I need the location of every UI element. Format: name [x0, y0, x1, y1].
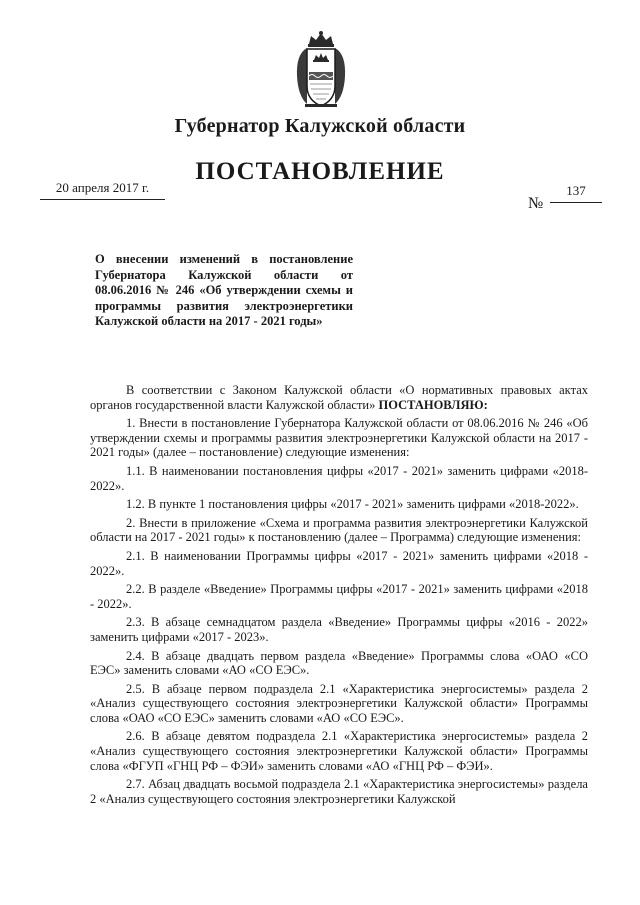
- document-subject: О внесении изменений в постановление Губернатора Калужской области от 08.06.2016 № 246 «Об утверждении схемы и программы развития электроэнергетики Калужской области на 2017 - 2021 годы»: [95, 252, 353, 328]
- body-paragraph: 2. Внести в приложение «Схема и программа развития электроэнергетики Калужской области на 2017 - 2021 годы» к постановлению (далее – Программа) следующие изменения:: [90, 515, 588, 545]
- body-paragraph: 2.3. В абзаце семнадцатом раздела «Введение» Программы цифры «2016 - 2022» заменить цифрами «2017 - 2023».: [90, 615, 588, 644]
- document-type-heading: ПОСТАНОВЛЕНИЕ: [195, 158, 445, 185]
- body-paragraph: 2.5. В абзаце первом подраздела 2.1 «Характеристика энергосистемы» раздела 2 «Анализ существующего состояния электроэнергетики Калужской области» Программы слова «ОАО «СО ЕЭС» заменить словами «АО «СО ЕЭС».: [90, 681, 588, 725]
- number-sign: №: [528, 195, 544, 212]
- body-paragraph: 1.2. В пункте 1 постановления цифры «2017 - 2021» заменить цифрами «2018-2022».: [126, 497, 579, 512]
- document-body: [90, 383, 588, 810]
- body-paragraph: 1. Внести в постановление Губернатора Калужской области от 08.06.2016 № 246 «Об утверждении схемы и программы развития электроэнергетики Калужской области на 2017 - 2021 годы» (далее – постановление) следующие изменения:: [90, 416, 588, 460]
- document-date: 20 апреля 2017 г.: [40, 180, 165, 200]
- preamble-text: В соответствии с Законом Калужской области «О нормативных правовых актах органов государственной власти Калужской области»: [90, 383, 588, 412]
- kaluga-coat-of-arms-icon: [293, 30, 349, 110]
- body-paragraph: 2.6. В абзаце девятом подраздела 2.1 «Характеристика энергосистемы» раздела 2 «Анализ существующего состояния электроэнергетики Калужской области» Программы слова «ФГУП «ГНЦ РФ – ФЭИ» заменить словами «АО «ГНЦ РФ – ФЭИ».: [90, 729, 588, 773]
- decree-word: ПОСТАНОВЛЯЮ:: [378, 397, 488, 412]
- document-number: 137: [550, 183, 602, 203]
- preamble-paragraph: [90, 383, 588, 412]
- body-paragraph: 2.2. В разделе «Введение» Программы цифры «2017 - 2021» заменить цифрами «2018 - 2022».: [90, 582, 588, 611]
- issuer-title: Губернатор Калужской области: [174, 115, 466, 137]
- body-paragraph: 2.1. В наименовании Программы цифры «2017 - 2021» заменить цифрами «2018 - 2022».: [90, 548, 588, 578]
- body-paragraph: 1.1. В наименовании постановления цифры «2017 - 2021» заменить цифрами «2018-2022».: [90, 463, 588, 493]
- body-paragraph: 2.7. Абзац двадцать восьмой подраздела 2.1 «Характеристика энергосистемы» раздела 2 «Анализ существующего состояния электроэнергетики Калужской: [90, 777, 588, 806]
- body-paragraph: 2.4. В абзаце двадцать первом раздела «Введение» Программы слова «ОАО «СО ЕЭС» заменить словами «АО «СО ЕЭС».: [90, 648, 588, 678]
